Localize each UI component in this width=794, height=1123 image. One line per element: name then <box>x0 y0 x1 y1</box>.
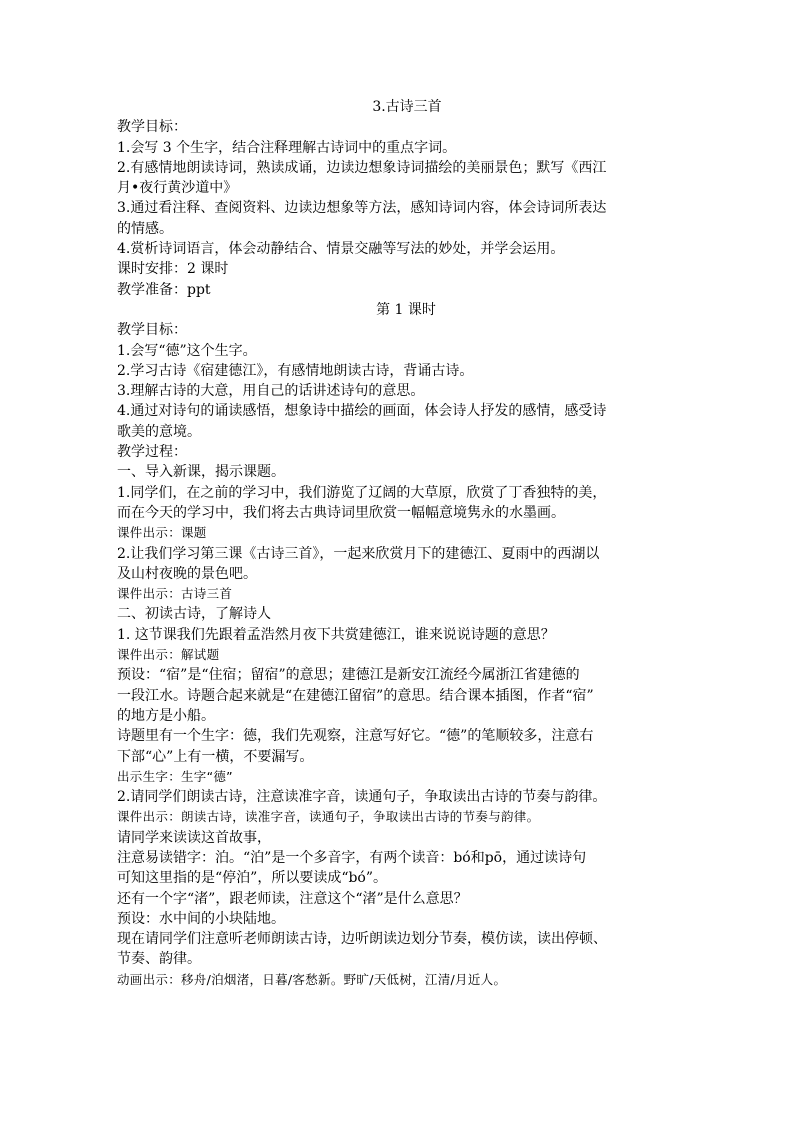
slide-note: 出示生字：生字“德” <box>117 768 233 784</box>
paragraph-line: 诗题里有一个生字：德，我们先观察，注意写好它。“德”的笔顺较多，注意右 <box>117 728 594 745</box>
intro-objective-2-cont: 月•夜行黄沙道中》 <box>117 180 238 197</box>
paragraph-line: 节奏、韵律。 <box>117 951 201 968</box>
section-heading-1: 一、导入新课，揭示课题。 <box>117 464 285 481</box>
paragraph-line: 下部“心”上有一横，不要漏写。 <box>117 748 314 765</box>
paragraph-line: 的地方是小船。 <box>117 707 215 724</box>
paragraph-line: 2.让我们学习第三课《古诗三首》，一起来欣赏月下的建德江、夏雨中的西湖以 <box>117 545 600 562</box>
lesson-objective-2: 2.学习古诗《宿建德江》，有感情地朗读古诗，背诵古诗。 <box>117 362 474 379</box>
slide-note: 课件出示：古诗三首 <box>117 586 233 602</box>
paragraph-line: 预设：“宿”是“住宿；留宿”的意思；建德江是新安江流经今属浙江省建德的 <box>117 667 580 684</box>
paragraph-line: 2.请同学们朗读古诗，注意读准字音，读通句子，争取读出古诗的节奏与韵律。 <box>117 789 607 806</box>
paragraph-line: 可知这里指的是“停泊”，所以要读成“bó”。 <box>117 870 388 887</box>
intro-objective-1: 1.会写 3 个生字，结合注释理解古诗词中的重点字词。 <box>117 139 457 156</box>
slide-note: 课件出示：解试题 <box>117 647 220 663</box>
preparation-line: 教学准备：ppt <box>117 281 211 298</box>
lesson-objectives-heading: 教学目标： <box>117 322 187 339</box>
paragraph-line: 一段江水。诗题合起来就是“在建德江留宿”的意思。结合课本插图，作者“宿” <box>117 687 594 704</box>
paragraph-line: 请同学来读读这首故事， <box>117 829 271 846</box>
intro-objective-3-cont: 的情感。 <box>117 220 173 237</box>
slide-note: 课件出示：课题 <box>117 525 207 541</box>
intro-objective-2: 2.有感情地朗读诗词，熟读成诵，边读边想象诗词描绘的美丽景色；默写《西江 <box>117 159 607 176</box>
lesson-title: 第 1 课时 <box>376 301 436 318</box>
paragraph-line: 还有一个字“渚”，跟老师读，注意这个“渚”是什么意思？ <box>117 890 468 907</box>
paragraph-line: 1. 这节课我们先跟着孟浩然月夜下共赏建德江，谁来说说诗题的意思？ <box>117 626 555 643</box>
lesson-objective-1: 1.会写“德”这个生字。 <box>117 342 257 359</box>
schedule-line: 课时安排：2 课时 <box>117 261 229 278</box>
slide-note: 课件出示：朗读古诗，读准字音，读通句子，争取读出古诗的节奏与韵律。 <box>117 809 540 825</box>
paragraph-line: 而在今天的学习中，我们将去古典诗词里欣赏一幅幅意境隽永的水墨画。 <box>117 504 565 521</box>
intro-objective-4: 4.赏析诗词语言，体会动静结合、情景交融等写法的妙处，并学会运用。 <box>117 241 565 258</box>
section-heading-2: 二、初读古诗，了解诗人 <box>117 606 271 623</box>
lesson-objective-4: 4.通过对诗句的诵读感悟，想象诗中描绘的画面，体会诗人抒发的感情，感受诗 <box>117 403 607 420</box>
process-heading: 教学过程： <box>117 444 187 461</box>
document-title: 3.古诗三首 <box>372 99 442 115</box>
lesson-objective-4-cont: 歌美的意境。 <box>117 423 201 440</box>
document-body <box>117 97 687 990</box>
paragraph-line: 现在请同学们注意听老师朗读古诗，边听朗读边划分节奏，模仿读，读出停顿、 <box>117 931 607 948</box>
intro-objective-3: 3.通过看注释、查阅资料、边读边想象等方法，感知诗词内容，体会诗词所表达 <box>117 200 607 217</box>
lesson-objective-3: 3.理解古诗的大意，用自己的话讲述诗句的意思。 <box>117 383 425 400</box>
slide-note: 动画出示：移舟/泊烟渚，日暮/客愁新。野旷/天低树，江清/月近人。 <box>117 971 507 987</box>
paragraph-line: 预设：水中间的小块陆地。 <box>117 910 285 927</box>
paragraph-line: 1.同学们，在之前的学习中，我们游览了辽阔的大草原，欣赏了丁香独特的美， <box>117 484 607 501</box>
paragraph-line: 注意易读错字：泊。“泊”是一个多音字，有两个读音：bó和pō，通过读诗句 <box>117 849 587 866</box>
paragraph-line: 及山村夜晚的景色吧。 <box>117 565 257 582</box>
intro-objectives-heading: 教学目标： <box>117 119 187 136</box>
